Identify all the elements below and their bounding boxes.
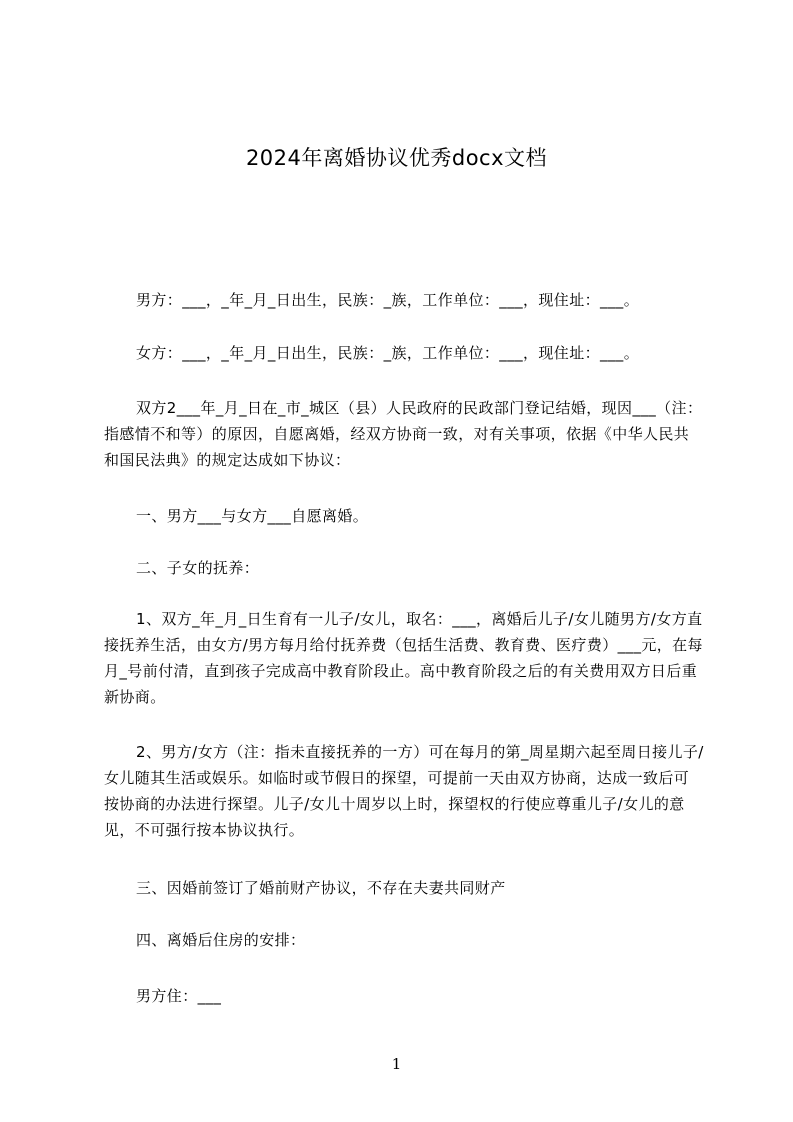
clause-2-heading: 二、子女的抚养：	[136, 559, 260, 577]
clause-4-male-residence: 男方住：___	[136, 987, 222, 1005]
page-number: 1	[391, 1055, 402, 1073]
clause-4-heading: 四、离婚后住房的安排：	[136, 931, 306, 949]
document-title: 2024年离婚协议优秀docx文档	[245, 146, 548, 170]
paragraph-male-party: 男方：___，_年_月_日出生，民族：_族，工作单位：___，现住址：___。	[136, 291, 640, 309]
clause-1-divorce: 一、男方___与女方___自愿离婚。	[136, 507, 369, 525]
clause-3-property: 三、因婚前签订了婚前财产协议，不存在夫妻共同财产	[136, 879, 506, 897]
paragraph-female-party: 女方：___，_年_月_日出生，民族：_族，工作单位：___，现住址：___。	[136, 344, 640, 362]
paragraph-marriage-info: 双方2___年_月_日在_市_城区（县）人民政府的民政部门登记结婚，现因___（注：指感情不和等）的原因，自愿离婚，经双方协商一致，对有关事项，依据《中华人民共和国民法典》的规定达成如下协议：	[104, 399, 703, 469]
clause-2-item-1: 1、双方_年_月_日生育有一儿子/女儿，取名：___，离婚后儿子/女儿随男方/女方直接抚养生活，由女方/男方每月给付抚养费（包括生活费、教育费、医疗费）___元，在每月_号前付清，直到孩子完成高中教育阶段止。高中教育阶段之后的有关费用双方日后重新协商。	[104, 610, 703, 706]
clause-2-item-2: 2、男方/女方（注：指未直接抚养的一方）可在每月的第_周星期六起至周日接儿子/女儿随其生活或娱乐。如临时或节假日的探望，可提前一天由双方协商，达成一致后可按协商的办法进行探望。儿子/女儿十周岁以上时，探望权的行使应尊重儿子/女儿的意见，不可强行按本协议执行。	[104, 743, 704, 839]
